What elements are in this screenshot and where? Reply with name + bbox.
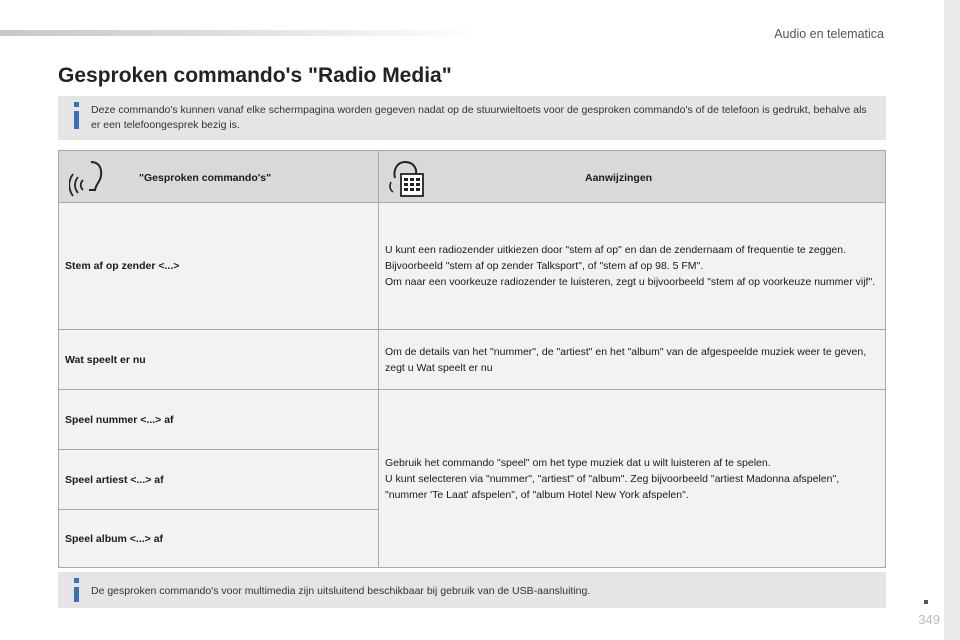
- intro-text: Deze commando's kunnen vanaf elke schermpagina worden gegeven nadat op de stuurwieltoets voor de gesproken commando's of de telefoon is gedrukt, behalve als er een telefoongesprek bezig is.: [91, 104, 867, 131]
- voice-commands-table: [58, 150, 886, 568]
- hint-cell: U kunt een radiozender uitkiezen door "stem af op" en dan de zendernaam of frequentie te zeggen. Bijvoorbeeld "stem af op zender Talksport", of "stem af op 98. 5 FM". Om naar een voorkeuze radiozender te luisteren, zegt u bijvoorbeeld "stem af op voorkeuze nummer vijf".: [379, 203, 886, 330]
- page-title: Gesproken commando's "Radio Media": [58, 64, 452, 87]
- page-number: 349: [918, 612, 940, 627]
- info-icon-bar: [74, 587, 79, 602]
- info-icon-bar: [74, 111, 79, 129]
- hint-cell: Om de details van het "nummer", de "artiest" en het "album" van de afgespeelde muziek weer te geven, zegt u Wat speelt er nu: [379, 330, 886, 390]
- command-cell: Stem af op zender <...>: [59, 203, 379, 330]
- footnote-text: De gesproken commando's voor multimedia zijn uitsluitend beschikbaar bij gebruik van de USB-aansluiting.: [91, 585, 591, 597]
- command-cell: Speel artiest <...> af: [59, 450, 379, 510]
- table-row: [59, 203, 886, 330]
- hint-cell: Gebruik het commando "speel" om het type muziek dat u wilt luisteren af te spelen. U kunt selecteren via "nummer", "artiest" of "album". Zeg bijvoorbeeld "artiest Madonna afspelen", "nummer 'Te Laat' afspelen", of "album Hotel New York afspelen".: [379, 390, 886, 568]
- section-label: Audio en telematica: [774, 27, 884, 41]
- command-cell: Speel album <...> af: [59, 510, 379, 568]
- table-row: [59, 330, 886, 390]
- command-cell: Speel nummer <...> af: [59, 390, 379, 450]
- keyboard-hand-icon: [389, 158, 425, 198]
- header-cell-hints: [379, 151, 886, 203]
- header-hints-label: Aanwijzingen: [585, 171, 653, 184]
- header-cell-commands: [59, 151, 379, 203]
- header-bar: [0, 30, 480, 36]
- page-marker: [924, 600, 928, 604]
- info-box-intro: [58, 96, 886, 140]
- info-box-footnote: [58, 572, 886, 608]
- header-commands-label: "Gesproken commando's": [139, 171, 272, 184]
- page-edge-strip: [944, 0, 960, 640]
- command-cell: Wat speelt er nu: [59, 330, 379, 390]
- info-icon: [74, 578, 79, 583]
- info-icon: [74, 102, 79, 107]
- table-row: [59, 390, 886, 450]
- voice-command-icon: [69, 158, 105, 198]
